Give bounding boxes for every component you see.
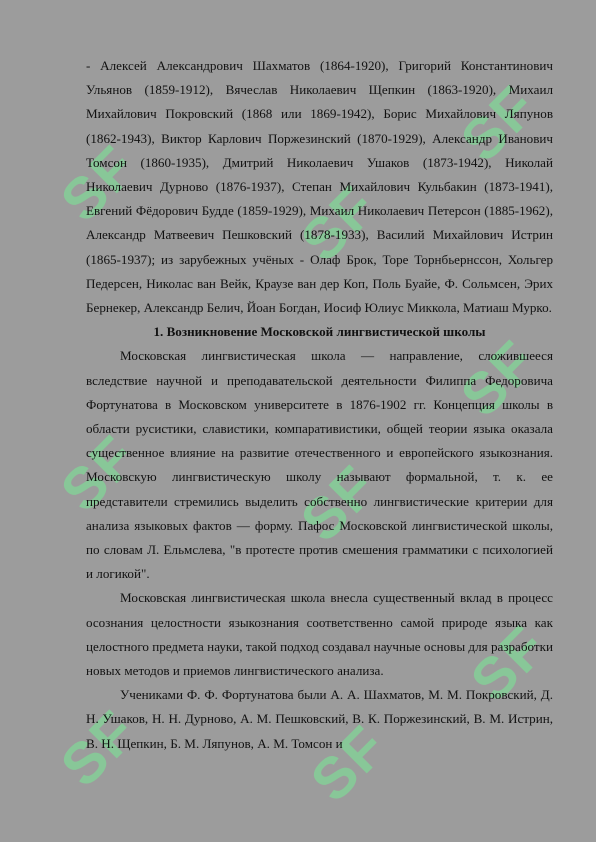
section-heading: 1. Возникновение Московской лингвистической школы <box>153 324 486 340</box>
paragraph-school-contribution: Московская лингвистическая школа внесла существенный вклад в процесс осознания целостности языкознания соответственно самой природе языка как целостного предмета науки, такой подход создавал научные основы для разработки новых методов и приемов лингвистического анализа. <box>86 590 553 679</box>
watermark-logo: SF <box>298 712 400 815</box>
watermark-logo: SF <box>448 327 550 430</box>
watermark-logo: SF <box>48 697 150 800</box>
watermark-logo: SF <box>48 132 150 235</box>
paragraph-school-origin: Московская лингвистическая школа — направление, сложившееся вследствие научной и преподавательской деятельности Филиппа Федоровича Фортунатова в Московском университете в 1876-1902 гг. Концепция школы в области русистики, славистики, компаративистики, общей теории языка оказала существенное влияние на развитие отечественного и европейского языкознания. Московскую лингвистическую школу называют формальной, т. к. ее представители стремились выделить собственно лингвистические критерии для анализа языковых фактов — форму. Пафос Московской лингвистической школы, по словам Л. Ельмслева, "в протесте против смешения грамматики с психологией и логикой". <box>86 348 553 582</box>
watermark-logo: SF <box>288 172 390 275</box>
watermark-logo: SF <box>288 452 390 555</box>
document-body <box>86 54 553 756</box>
watermark-logo: SF <box>458 612 560 715</box>
watermark-logo: SF <box>48 422 150 525</box>
watermark-logo: SF <box>448 72 550 175</box>
paragraph-scholars-list: - Алексей Александрович Шахматов (1864-1920), Григорий Константинович Ульянов (1859-1912), Вячеслав Николаевич Щепкин (1863-1920), Михаил Михайлович Покровский (1868 или 1869-1942), Борис Михайлович Ляпунов (1862-1943), Виктор Карлович Поржезинский (1870-1929), Александр Иванович Томсон (1860-1935), Дмитрий Николаевич Ушаков (1873-1942), Николай Николаевич Дурново (1876-1937), Степан Михайлович Кульбакин (1873-1941), Евгений Фёдорович Будде (1859-1929), Михаил Николаевич Петерсон (1885-1962), Александр Матвеевич Пешковский (1878-1933), Василий Михайлович Истрин (1865-1937); из зарубежных учёных - Олаф Брок, Торе Торнбьернссон, Хольгер Педерсен, Николас ван Вейк, Краузе ван дер Коп, Поль Буайе, Ф. Сольмсен, Эрих Бернекер, Александр Белич, Йоан Богдан, Иосиф Юлиус Миккола, Матиаш Мурко. <box>86 58 553 316</box>
paragraph-students: Учениками Ф. Ф. Фортунатова были А. А. Шахматов, М. М. Покровский, Д. Н. Ушаков, Н. Н. Дурново, А. М. Пешковский, В. К. Поржезинский, В. М. Истрин, В. Н. Щепкин, Б. М. Ляпунов, А. М. Томсон и <box>86 687 553 751</box>
